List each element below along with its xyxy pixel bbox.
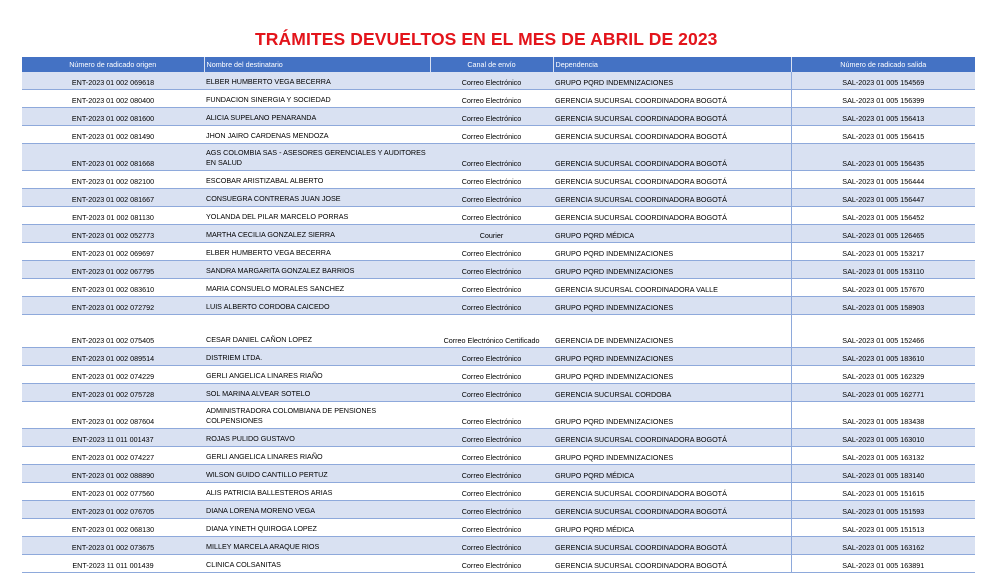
- cell-origen: ENT-2023 01 002 080400: [22, 90, 204, 108]
- cell-dependencia: GRUPO PQRD MÉDICA: [553, 225, 791, 243]
- cell-canal: Correo Electrónico: [430, 366, 553, 384]
- cell-destinatario: ELBER HUMBERTO VEGA BECERRA: [204, 243, 430, 261]
- cell-canal: Correo Electrónico: [430, 279, 553, 297]
- header-destinatario: Nombre del destinatario: [204, 57, 430, 72]
- cell-salida: SAL-2023 01 005 183140: [791, 465, 975, 483]
- table-header-row: [22, 57, 975, 72]
- cell-origen: ENT-2023 01 002 088890: [22, 465, 204, 483]
- cell-salida: SAL-2023 01 005 152466: [791, 315, 975, 348]
- table-row: [22, 519, 975, 537]
- cell-destinatario: ESCOBAR ARISTIZABAL ALBERTO: [204, 171, 430, 189]
- cell-canal: Correo Electrónico: [430, 555, 553, 573]
- cell-salida: SAL-2023 01 005 156413: [791, 108, 975, 126]
- cell-destinatario: MARTHA CECILIA GONZALEZ SIERRA: [204, 225, 430, 243]
- table-row: [22, 348, 975, 366]
- cell-salida: SAL-2023 01 005 163010: [791, 429, 975, 447]
- cell-destinatario: ROJAS PULIDO GUSTAVO: [204, 429, 430, 447]
- cell-canal: Correo Electrónico: [430, 243, 553, 261]
- cell-dependencia: GRUPO PQRD INDEMNIZACIONES: [553, 366, 791, 384]
- cell-salida: SAL-2023 01 005 153217: [791, 243, 975, 261]
- table-row: [22, 189, 975, 207]
- header-dependencia: Dependencia: [553, 57, 791, 72]
- cell-destinatario: DIANA YINETH QUIROGA LOPEZ: [204, 519, 430, 537]
- cell-dependencia: GRUPO PQRD INDEMNIZACIONES: [553, 72, 791, 90]
- cell-salida: SAL-2023 01 005 163162: [791, 537, 975, 555]
- cell-salida: SAL-2023 01 005 156447: [791, 189, 975, 207]
- cell-salida: SAL-2023 01 005 151513: [791, 519, 975, 537]
- table-row: [22, 483, 975, 501]
- cell-destinatario: DISTRIEM LTDA.: [204, 348, 430, 366]
- cell-dependencia: GERENCIA SUCURSAL COORDINADORA VALLE: [553, 279, 791, 297]
- cell-salida: SAL-2023 01 005 156415: [791, 126, 975, 144]
- cell-canal: Correo Electrónico: [430, 501, 553, 519]
- table-row: [22, 384, 975, 402]
- cell-destinatario: MILLEY MARCELA ARAQUE RIOS: [204, 537, 430, 555]
- cell-canal: Correo Electrónico: [430, 72, 553, 90]
- cell-destinatario: GERLI ANGELICA LINARES RIAÑO: [204, 447, 430, 465]
- table-row: [22, 72, 975, 90]
- table-row: [22, 243, 975, 261]
- table-row: [22, 537, 975, 555]
- cell-canal: Correo Electrónico: [430, 429, 553, 447]
- cell-canal: Correo Electrónico: [430, 297, 553, 315]
- cell-origen: ENT-2023 01 002 075405: [22, 315, 204, 348]
- cell-canal: Correo Electrónico: [430, 126, 553, 144]
- cell-dependencia: GERENCIA SUCURSAL COORDINADORA BOGOTÁ: [553, 144, 791, 171]
- cell-destinatario: CLINICA COLSANITAS: [204, 555, 430, 573]
- cell-destinatario: CESAR DANIEL CAÑON LOPEZ: [204, 315, 430, 348]
- cell-origen: ENT-2023 01 002 081667: [22, 189, 204, 207]
- cell-origen: ENT-2023 01 002 072792: [22, 297, 204, 315]
- table-row: [22, 279, 975, 297]
- cell-destinatario: AGS COLOMBIA SAS - ASESORES GERENCIALES Y AUDITORES EN SALUD: [204, 144, 430, 171]
- table-row: [22, 402, 975, 429]
- table-row: [22, 144, 975, 171]
- cell-origen: ENT-2023 01 002 069697: [22, 243, 204, 261]
- cell-dependencia: GERENCIA SUCURSAL COORDINADORA BOGOTÁ: [553, 207, 791, 225]
- cell-salida: SAL-2023 01 005 183438: [791, 402, 975, 429]
- cell-dependencia: GERENCIA SUCURSAL COORDINADORA BOGOTÁ: [553, 501, 791, 519]
- cell-canal: Correo Electrónico: [430, 207, 553, 225]
- header-salida: Número de radicado salida: [791, 57, 975, 72]
- cell-salida: SAL-2023 01 005 156452: [791, 207, 975, 225]
- cell-destinatario: MARIA CONSUELO MORALES SANCHEZ: [204, 279, 430, 297]
- cell-salida: SAL-2023 01 005 126465: [791, 225, 975, 243]
- cell-salida: SAL-2023 01 005 163891: [791, 555, 975, 573]
- cell-canal: Correo Electrónico: [430, 384, 553, 402]
- table-row: [22, 108, 975, 126]
- cell-dependencia: GRUPO PQRD INDEMNIZACIONES: [553, 261, 791, 279]
- cell-destinatario: DIANA LORENA MORENO VEGA: [204, 501, 430, 519]
- cell-salida: SAL-2023 01 005 154569: [791, 72, 975, 90]
- cell-destinatario: YOLANDA DEL PILAR MARCELO PORRAS: [204, 207, 430, 225]
- cell-dependencia: GERENCIA SUCURSAL COORDINADORA BOGOTÁ: [553, 189, 791, 207]
- cell-origen: ENT-2023 01 002 077560: [22, 483, 204, 501]
- cell-salida: SAL-2023 01 005 162771: [791, 384, 975, 402]
- cell-destinatario: SANDRA MARGARITA GONZALEZ BARRIOS: [204, 261, 430, 279]
- cell-canal: Correo Electrónico: [430, 348, 553, 366]
- cell-canal: Correo Electrónico: [430, 189, 553, 207]
- cell-canal: Correo Electrónico: [430, 144, 553, 171]
- header-origen: Número de radicado origen: [22, 57, 204, 72]
- cell-origen: ENT-2023 01 002 081668: [22, 144, 204, 171]
- cell-origen: ENT-2023 01 002 068130: [22, 519, 204, 537]
- cell-destinatario: WILSON GUIDO CANTILLO PERTUZ: [204, 465, 430, 483]
- page-title: TRÁMITES DEVUELTOS EN EL MES DE ABRIL DE 2023: [255, 29, 718, 49]
- cell-canal: Correo Electrónico: [430, 261, 553, 279]
- table-row: [22, 429, 975, 447]
- cell-origen: ENT-2023 01 002 081600: [22, 108, 204, 126]
- cell-origen: ENT-2023 01 002 069618: [22, 72, 204, 90]
- cell-canal: Correo Electrónico: [430, 447, 553, 465]
- cell-origen: ENT-2023 01 002 073675: [22, 537, 204, 555]
- cell-origen: ENT-2023 11 011 001439: [22, 555, 204, 573]
- cell-salida: SAL-2023 01 005 183610: [791, 348, 975, 366]
- table-row: [22, 171, 975, 189]
- table-row: [22, 90, 975, 108]
- table-row: [22, 366, 975, 384]
- cell-dependencia: GERENCIA SUCURSAL COORDINADORA BOGOTÁ: [553, 537, 791, 555]
- cell-salida: SAL-2023 01 005 162329: [791, 366, 975, 384]
- cell-canal: Correo Electrónico: [430, 108, 553, 126]
- table-row: [22, 447, 975, 465]
- cell-canal: Correo Electrónico: [430, 402, 553, 429]
- table-row: [22, 297, 975, 315]
- table-row: [22, 501, 975, 519]
- table-row: [22, 555, 975, 573]
- table-row: [22, 261, 975, 279]
- cell-canal: Correo Electrónico: [430, 90, 553, 108]
- table-row: [22, 225, 975, 243]
- cell-destinatario: CONSUEGRA CONTRERAS JUAN JOSE: [204, 189, 430, 207]
- cell-origen: ENT-2023 01 002 052773: [22, 225, 204, 243]
- cell-destinatario: GERLI ANGELICA LINARES RIAÑO: [204, 366, 430, 384]
- cell-salida: SAL-2023 01 005 151593: [791, 501, 975, 519]
- cell-salida: SAL-2023 01 005 151615: [791, 483, 975, 501]
- cell-dependencia: GERENCIA SUCURSAL COORDINADORA BOGOTÁ: [553, 126, 791, 144]
- cell-dependencia: GRUPO PQRD MÉDICA: [553, 519, 791, 537]
- cell-canal: Correo Electrónico Certificado: [430, 315, 553, 348]
- table-row: [22, 315, 975, 348]
- header-canal: Canal de envío: [430, 57, 553, 72]
- cell-origen: ENT-2023 01 002 082100: [22, 171, 204, 189]
- cell-destinatario: LUIS ALBERTO CORDOBA CAICEDO: [204, 297, 430, 315]
- cell-salida: SAL-2023 01 005 157670: [791, 279, 975, 297]
- cell-canal: Correo Electrónico: [430, 537, 553, 555]
- cell-origen: ENT-2023 01 002 089514: [22, 348, 204, 366]
- returned-procedures-table: [22, 57, 975, 573]
- cell-dependencia: GERENCIA SUCURSAL COORDINADORA BOGOTÁ: [553, 429, 791, 447]
- cell-salida: SAL-2023 01 005 153110: [791, 261, 975, 279]
- cell-salida: SAL-2023 01 005 158903: [791, 297, 975, 315]
- cell-dependencia: GERENCIA SUCURSAL COORDINADORA BOGOTÁ: [553, 483, 791, 501]
- cell-dependencia: GRUPO PQRD INDEMNIZACIONES: [553, 447, 791, 465]
- cell-destinatario: SOL MARINA ALVEAR SOTELO: [204, 384, 430, 402]
- cell-dependencia: GRUPO PQRD INDEMNIZACIONES: [553, 243, 791, 261]
- cell-origen: ENT-2023 01 002 087604: [22, 402, 204, 429]
- cell-origen: ENT-2023 01 002 075728: [22, 384, 204, 402]
- cell-destinatario: ALIS PATRICIA BALLESTEROS ARIAS: [204, 483, 430, 501]
- cell-dependencia: GERENCIA SUCURSAL COORDINADORA BOGOTÁ: [553, 90, 791, 108]
- cell-destinatario: ALICIA SUPELANO PENARANDA: [204, 108, 430, 126]
- table-row: [22, 207, 975, 225]
- cell-salida: SAL-2023 01 005 156444: [791, 171, 975, 189]
- cell-dependencia: GERENCIA SUCURSAL COORDINADORA BOGOTÁ: [553, 108, 791, 126]
- cell-canal: Correo Electrónico: [430, 171, 553, 189]
- cell-dependencia: GRUPO PQRD INDEMNIZACIONES: [553, 297, 791, 315]
- cell-canal: Courier: [430, 225, 553, 243]
- cell-dependencia: GRUPO PQRD INDEMNIZACIONES: [553, 348, 791, 366]
- cell-destinatario: FUNDACION SINERGIA Y SOCIEDAD: [204, 90, 430, 108]
- cell-salida: SAL-2023 01 005 163132: [791, 447, 975, 465]
- cell-canal: Correo Electrónico: [430, 483, 553, 501]
- cell-dependencia: GERENCIA DE INDEMNIZACIONES: [553, 315, 791, 348]
- cell-destinatario: ADMINISTRADORA COLOMBIANA DE PENSIONES COLPENSIONES: [204, 402, 430, 429]
- cell-dependencia: GRUPO PQRD MÉDICA: [553, 465, 791, 483]
- cell-dependencia: GERENCIA SUCURSAL COORDINADORA BOGOTÁ: [553, 555, 791, 573]
- cell-destinatario: ELBER HUMBERTO VEGA BECERRA: [204, 72, 430, 90]
- cell-origen: ENT-2023 11 011 001437: [22, 429, 204, 447]
- cell-origen: ENT-2023 01 002 074227: [22, 447, 204, 465]
- cell-dependencia: GRUPO PQRD INDEMNIZACIONES: [553, 402, 791, 429]
- cell-origen: ENT-2023 01 002 076705: [22, 501, 204, 519]
- table-row: [22, 126, 975, 144]
- cell-canal: Correo Electrónico: [430, 519, 553, 537]
- cell-destinatario: JHON JAIRO CARDENAS MENDOZA: [204, 126, 430, 144]
- cell-origen: ENT-2023 01 002 067795: [22, 261, 204, 279]
- cell-origen: ENT-2023 01 002 081490: [22, 126, 204, 144]
- table-row: [22, 465, 975, 483]
- cell-origen: ENT-2023 01 002 081130: [22, 207, 204, 225]
- cell-origen: ENT-2023 01 002 074229: [22, 366, 204, 384]
- cell-salida: SAL-2023 01 005 156435: [791, 144, 975, 171]
- cell-dependencia: GERENCIA SUCURSAL CORDOBA: [553, 384, 791, 402]
- cell-canal: Correo Electrónico: [430, 465, 553, 483]
- cell-salida: SAL-2023 01 005 156399: [791, 90, 975, 108]
- cell-dependencia: GERENCIA SUCURSAL COORDINADORA BOGOTÁ: [553, 171, 791, 189]
- cell-origen: ENT-2023 01 002 083610: [22, 279, 204, 297]
